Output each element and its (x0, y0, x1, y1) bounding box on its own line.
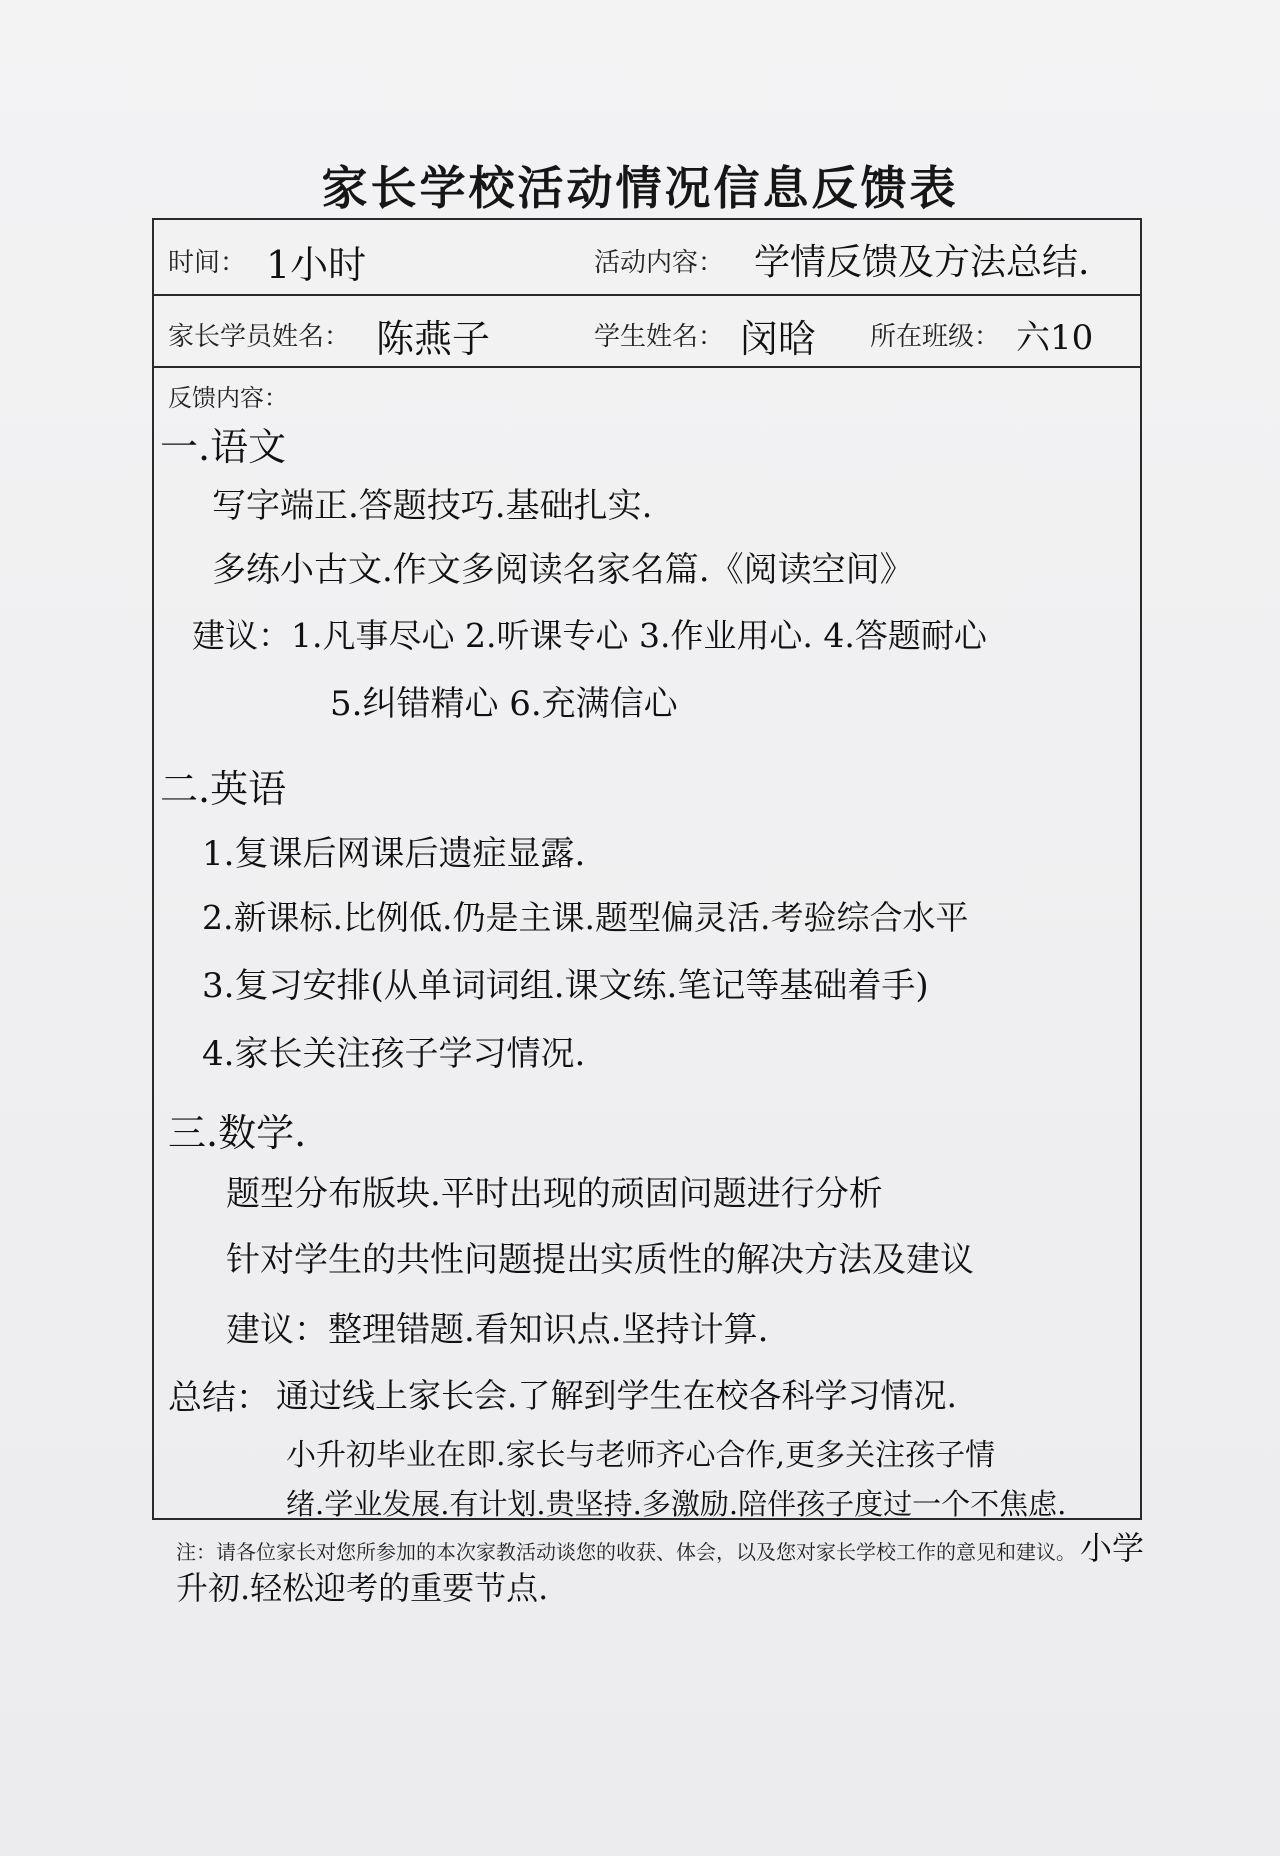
english-line-3: 3.复习安排(从单词词组.课文练.笔记等基础着手) (202, 966, 929, 1006)
summary-heading: 总结： (168, 1378, 270, 1418)
summary-line-1: 通过线上家长会.了解到学生在校各科学习情况. (276, 1376, 957, 1415)
summary-line-2: 小升初毕业在即.家长与老师齐心合作,更多关注孩子情 (286, 1438, 996, 1473)
student-name-value: 闵晗 (740, 317, 817, 361)
footer-note (176, 1530, 1156, 1610)
page-title: 家长学校活动情况信息反馈表 (321, 161, 959, 215)
row-time-content (154, 220, 1140, 296)
parent-name-label: 家长学员姓名： (168, 322, 351, 352)
footer-note-handwritten: 小学升初.轻松迎考的重要节点. (176, 1529, 1145, 1607)
class-value: 六10 (1016, 318, 1094, 358)
section-chinese-heading: 一.语文 (160, 425, 287, 469)
section-english-heading: 二.英语 (160, 767, 287, 811)
feedback-table (152, 218, 1142, 1520)
summary-line-3: 绪.学业发展.有计划.贵坚持.多激励.陪伴孩子度过一个不焦虑. (286, 1487, 1067, 1521)
math-line-1: 题型分布版块.平时出现的顽固问题进行分析 (226, 1174, 883, 1214)
chinese-line-1: 写字端正.答题技巧.基础扎实. (212, 486, 653, 526)
student-name-label: 学生姓名： (594, 322, 725, 352)
time-label: 时间： (168, 248, 247, 278)
math-line-3: 建议：整理错题.看知识点.坚持计算. (226, 1310, 769, 1350)
math-line-2: 针对学生的共性问题提出实质性的解决方法及建议 (226, 1240, 974, 1280)
time-value: 1小时 (266, 243, 367, 287)
parent-name-value: 陈燕子 (376, 317, 491, 361)
content-label: 活动内容： (594, 248, 725, 278)
english-line-2: 2.新课标.比例低.仍是主课.题型偏灵活.考验综合水平 (202, 898, 969, 937)
chinese-line-4: 5.纠错精心 6.充满信心 (330, 684, 678, 724)
english-line-4: 4.家长关注孩子学习情况. (202, 1034, 586, 1074)
section-math-heading: 三.数学. (168, 1111, 307, 1155)
english-line-1: 1.复课后网课后遗症显露. (202, 834, 586, 874)
content-value: 学情反馈及方法总结. (754, 242, 1090, 283)
chinese-line-3: 建议：1.凡事尽心 2.听课专心 3.作业用心. 4.答题耐心 (192, 616, 987, 655)
chinese-line-2: 多练小古文.作文多阅读名家名篇.《阅读空间》 (212, 550, 914, 590)
feedback-label: 反馈内容： (168, 384, 288, 412)
row-names-class (154, 294, 1140, 368)
class-label: 所在班级： (870, 322, 1001, 352)
footer-note-printed: 注：请各位家长对您所参加的本次家教活动谈您的收获、体会，以及您对家长学校工作的意见和建议。 (176, 1540, 1076, 1564)
